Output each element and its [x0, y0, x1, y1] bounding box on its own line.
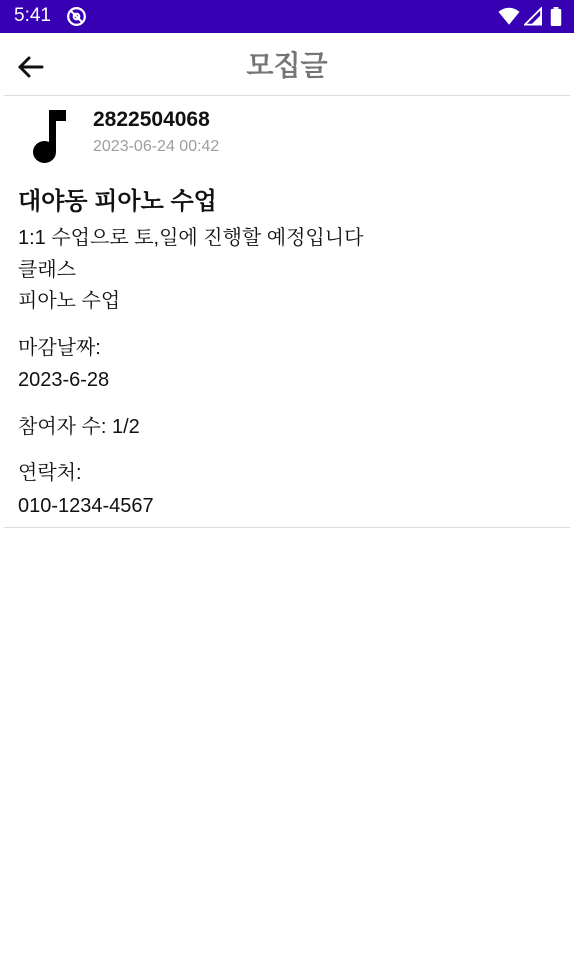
post-date: 2023-06-24 00:42 [93, 138, 220, 155]
participants-count: 참여자 수: 1/2 [18, 416, 140, 438]
status-time: 5:41 [14, 5, 51, 26]
post-description: 1:1 수업으로 토,일에 진행할 예정입니다 [18, 227, 364, 249]
deadline-value: 2023-6-28 [18, 369, 110, 391]
class-label: 클래스 [18, 259, 76, 281]
battery-icon [550, 7, 562, 26]
wifi-icon [498, 7, 520, 26]
music-note-icon [28, 108, 72, 164]
page-title: 모집글 [246, 50, 328, 81]
contact-value: 010-1234-4567 [18, 495, 154, 517]
signal-icon [524, 7, 542, 26]
contact-label: 연락처: [18, 462, 82, 484]
app-bar [0, 33, 574, 95]
divider [4, 527, 570, 528]
status-bar [0, 0, 574, 33]
class-value: 피아노 수업 [18, 290, 121, 312]
post-title: 대야동 피아노 수업 [18, 188, 217, 215]
at-sign-icon [66, 6, 87, 27]
author-name: 2822504068 [93, 108, 210, 131]
author-row [0, 96, 574, 176]
deadline-label: 마감날짜: [18, 337, 101, 359]
